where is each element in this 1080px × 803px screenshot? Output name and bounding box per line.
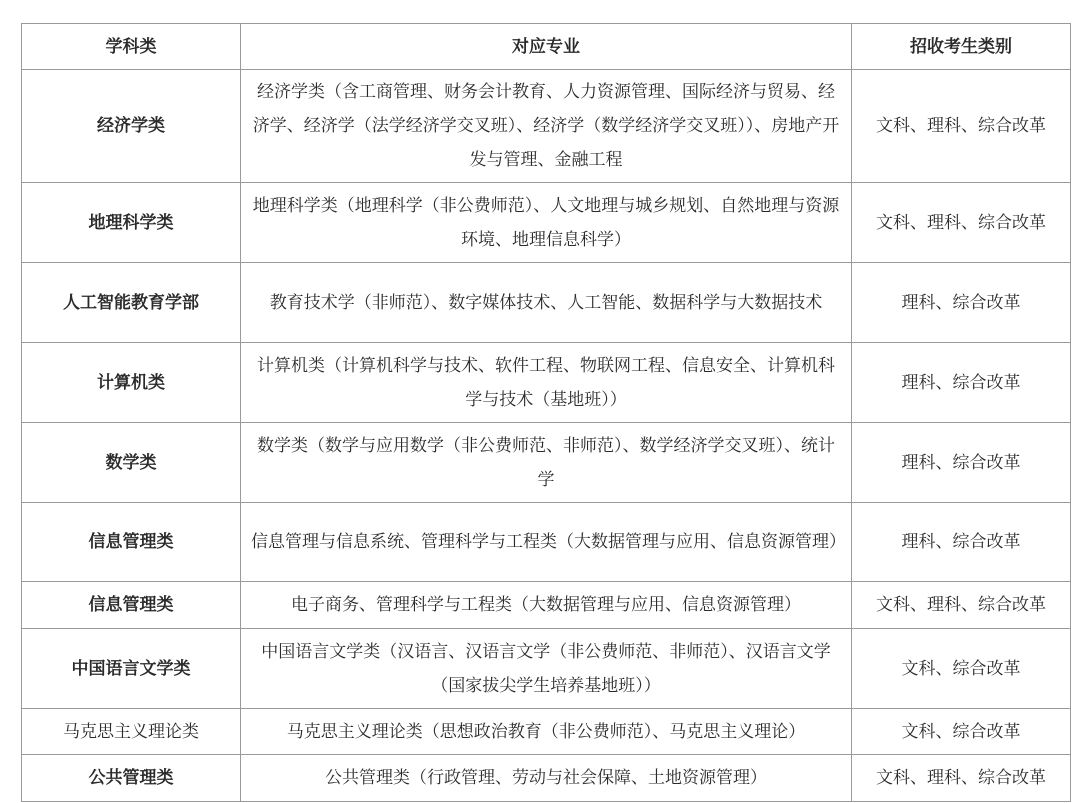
category-cell: 人工智能教育学部 <box>22 263 241 343</box>
students-cell: 文科、理科、综合改革 <box>852 582 1071 629</box>
majors-cell: 电子商务、管理科学与工程类（大数据管理与应用、信息资源管理） <box>241 582 852 629</box>
table-row <box>22 503 1071 582</box>
table-row <box>22 629 1071 709</box>
category-cell: 中国语言文学类 <box>22 629 241 709</box>
majors-cell: 教育技术学（非师范）、数字媒体技术、人工智能、数据科学与大数据技术 <box>241 263 852 343</box>
table-row <box>22 423 1071 503</box>
majors-cell: 经济学类（含工商管理、财务会计教育、人力资源管理、国际经济与贸易、经济学、经济学（法学经济学交叉班）、经济学（数学经济学交叉班））、房地产开发与管理、金融工程 <box>241 70 852 183</box>
table-row <box>22 343 1071 423</box>
header-students: 招收考生类别 <box>852 24 1071 70</box>
table-row <box>22 582 1071 629</box>
students-cell: 理科、综合改革 <box>852 343 1071 423</box>
students-cell: 理科、综合改革 <box>852 263 1071 343</box>
students-cell: 理科、综合改革 <box>852 423 1071 503</box>
students-cell: 理科、综合改革 <box>852 503 1071 582</box>
students-cell: 文科、理科、综合改革 <box>852 183 1071 263</box>
majors-cell: 信息管理与信息系统、管理科学与工程类（大数据管理与应用、信息资源管理） <box>241 503 852 582</box>
majors-cell: 计算机类（计算机科学与技术、软件工程、物联网工程、信息安全、计算机科学与技术（基地班）） <box>241 343 852 423</box>
admissions-table-container <box>21 23 1070 802</box>
category-cell: 数学类 <box>22 423 241 503</box>
category-cell: 公共管理类 <box>22 755 241 802</box>
students-cell: 文科、理科、综合改革 <box>852 70 1071 183</box>
header-category: 学科类 <box>22 24 241 70</box>
students-cell: 文科、综合改革 <box>852 629 1071 709</box>
category-cell: 信息管理类 <box>22 503 241 582</box>
majors-cell: 中国语言文学类（汉语言、汉语言文学（非公费师范、非师范）、汉语言文学（国家拔尖学生培养基地班）） <box>241 629 852 709</box>
table-row <box>22 755 1071 802</box>
category-cell: 马克思主义理论类 <box>22 709 241 755</box>
table-row <box>22 183 1071 263</box>
admissions-table <box>21 23 1071 802</box>
majors-cell: 公共管理类（行政管理、劳动与社会保障、土地资源管理） <box>241 755 852 802</box>
category-cell: 地理科学类 <box>22 183 241 263</box>
category-cell: 信息管理类 <box>22 582 241 629</box>
table-header-row <box>22 24 1071 70</box>
majors-cell: 数学类（数学与应用数学（非公费师范、非师范）、数学经济学交叉班）、统计学 <box>241 423 852 503</box>
header-majors: 对应专业 <box>241 24 852 70</box>
table-row <box>22 70 1071 183</box>
majors-cell: 地理科学类（地理科学（非公费师范）、人文地理与城乡规划、自然地理与资源环境、地理信息科学） <box>241 183 852 263</box>
table-row <box>22 263 1071 343</box>
category-cell: 计算机类 <box>22 343 241 423</box>
table-row <box>22 709 1071 755</box>
majors-cell: 马克思主义理论类（思想政治教育（非公费师范）、马克思主义理论） <box>241 709 852 755</box>
students-cell: 文科、理科、综合改革 <box>852 755 1071 802</box>
students-cell: 文科、综合改革 <box>852 709 1071 755</box>
category-cell: 经济学类 <box>22 70 241 183</box>
